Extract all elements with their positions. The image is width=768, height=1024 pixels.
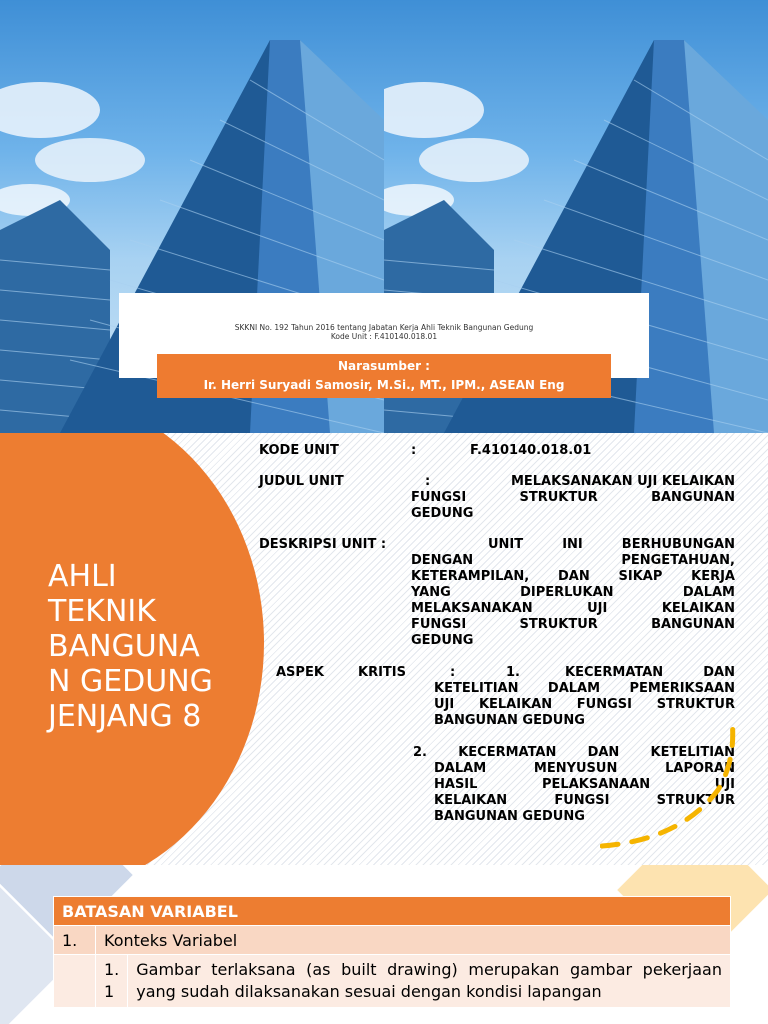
judul-unit-value-line: MELAKSANAKAN UJI KELAIKAN bbox=[510, 474, 735, 489]
aspek2-line: 2. KECERMATAN DAN KETELITIAN bbox=[413, 745, 735, 760]
aspek2-line: KELAIKAN FUNGSI STRUKTUR bbox=[434, 793, 735, 808]
deskripsi-line: GEDUNG bbox=[411, 633, 474, 648]
aspek-kritis-label: ASPEK KRITIS bbox=[276, 665, 406, 680]
table-header-row bbox=[54, 897, 731, 926]
table-row bbox=[54, 926, 731, 955]
aspek1-line: KETELITIAN DALAM PEMERIKSAAN bbox=[434, 681, 735, 696]
speaker-name: Ir. Herri Suryadi Samosir, M.Si., MT., IPM., ASEAN Eng bbox=[203, 378, 565, 392]
title-line: BANGUNA bbox=[48, 629, 200, 664]
sub-row-number: 1. 1 bbox=[96, 955, 128, 1008]
deskripsi-line: UNIT INI BERHUBUNGAN bbox=[488, 537, 735, 552]
sub-row-text: Gambar terlaksana (as built drawing) merupakan gambar pekerjaan yang sudah dilaksanakan sesuai dengan kondisi lapangan bbox=[128, 955, 731, 1008]
judul-unit-colon: : bbox=[425, 474, 431, 489]
judul-unit-label: JUDUL UNIT bbox=[259, 474, 344, 489]
variable-table bbox=[53, 896, 731, 1008]
aspek2-line: BANGUNAN GEDUNG bbox=[434, 809, 585, 824]
title-line: JENJANG 8 bbox=[48, 699, 202, 734]
row-number-empty bbox=[54, 955, 96, 1008]
kode-unit-value: F.410140.018.01 bbox=[470, 443, 592, 458]
deskripsi-label: DESKRIPSI UNIT : bbox=[259, 537, 387, 552]
page-title bbox=[48, 559, 248, 734]
title-line: N GEDUNG bbox=[48, 664, 213, 699]
deskripsi-line: YANG DIPERLUKAN DALAM bbox=[411, 585, 735, 600]
deskripsi-line: DENGAN PENGETAHUAN, bbox=[411, 553, 735, 568]
row-number: 1. bbox=[54, 926, 96, 955]
aspek1-line: UJI KELAIKAN FUNGSI STRUKTUR bbox=[434, 697, 735, 712]
aspek1-line: KECERMATAN DAN bbox=[565, 665, 735, 680]
aspek1-number: 1. bbox=[506, 665, 520, 680]
kode-unit-colon: : bbox=[411, 443, 417, 458]
title-line: TEKNIK bbox=[48, 594, 156, 629]
deskripsi-line: MELAKSANAKAN UJI KELAIKAN bbox=[411, 601, 735, 616]
table-row bbox=[54, 955, 731, 1008]
judul-unit-value-line: FUNGSI STRUKTUR BANGUNAN bbox=[411, 490, 735, 505]
info-line-skkni: SKKNI No. 192 Tahun 2016 tentang Jabatan Kerja Ahli Teknik Bangunan Gedung bbox=[234, 323, 534, 332]
row-text: Konteks Variabel bbox=[96, 926, 731, 955]
aspek2-line: HASIL PELAKSANAAN UJI bbox=[434, 777, 735, 792]
aspek1-line: BANGUNAN GEDUNG bbox=[434, 713, 585, 728]
aspek-kritis-colon: : bbox=[450, 665, 456, 680]
info-line-kode-unit: Kode Unit : F.410140.018.01 bbox=[330, 332, 438, 341]
aspek2-line: DALAM MENYUSUN LAPORAN bbox=[434, 761, 735, 776]
speaker-label: Narasumber : bbox=[338, 359, 430, 373]
deskripsi-line: FUNGSI STRUKTUR BANGUNAN bbox=[411, 617, 735, 632]
kode-unit-label: KODE UNIT bbox=[259, 443, 339, 458]
decorative-swoosh bbox=[600, 720, 750, 860]
deskripsi-line: KETERAMPILAN, DAN SIKAP KERJA bbox=[411, 569, 735, 584]
speaker-banner bbox=[157, 354, 611, 398]
table-header: BATASAN VARIABEL bbox=[54, 897, 731, 926]
judul-unit-value-line: GEDUNG bbox=[411, 506, 474, 521]
title-line: AHLI bbox=[48, 559, 117, 594]
variable-section bbox=[0, 865, 768, 1024]
